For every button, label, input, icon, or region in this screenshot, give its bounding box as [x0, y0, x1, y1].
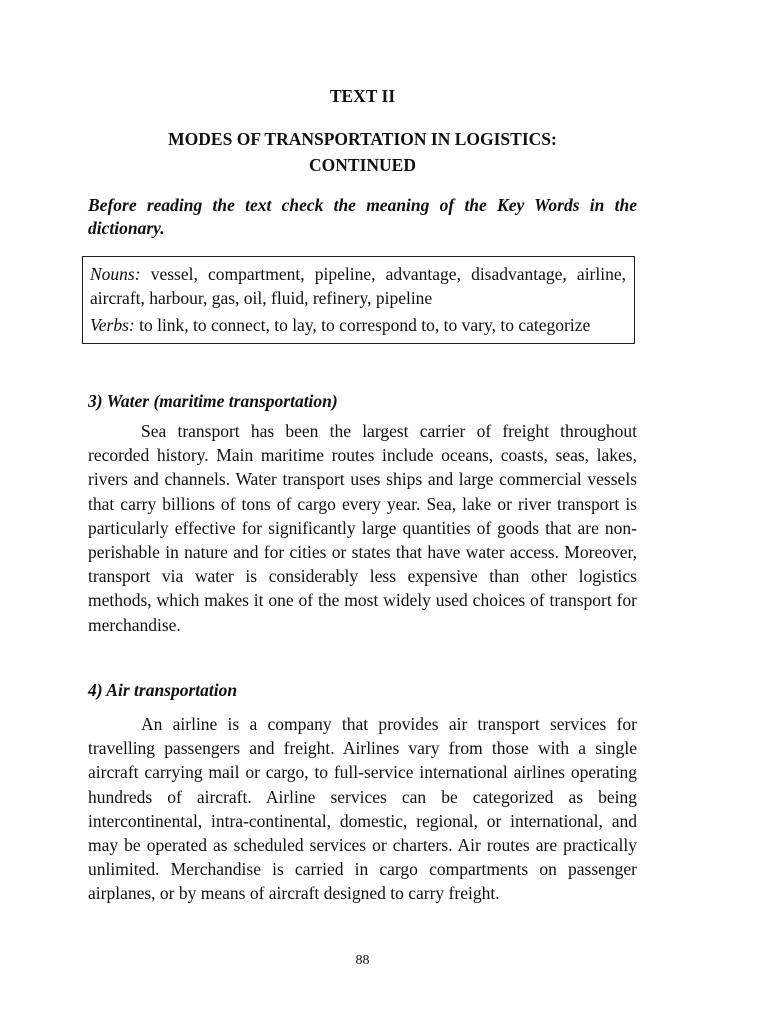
nouns-label: Nouns:: [90, 264, 141, 284]
nouns-entry: [90, 263, 626, 310]
page-subtitle: [88, 126, 637, 178]
section-text-water: Sea transport has been the largest carrier of freight throughout recorded history. Main maritime routes include oceans, coasts, seas, lakes, rivers and channels. Water transport uses ships and large commercial vessels that carry billions of tons of cargo every year. Sea, lake or river transport is particularly effective for significantly large quantities of goods that are non-perishable in nature and for cities or states that have water access. Moreover, transport via water is considerably less expensive than other logistics methods, which makes it one of the most widely used choices of transport for merchandise.: [88, 421, 637, 635]
page-title: TEXT II: [329, 86, 396, 106]
section-heading-water: 3) Water (maritime transportation): [88, 391, 338, 411]
page-number: 88: [355, 953, 370, 968]
reading-instructions: Before reading the text check the meaning of the Key Words in the dictionary.: [88, 195, 637, 238]
verbs-list: to link, to connect, to lay, to correspond to, to vary, to categorize: [139, 315, 591, 335]
key-words-box: [82, 256, 635, 344]
verbs-entry: [90, 314, 626, 338]
subtitle-line-1: MODES OF TRANSPORTATION IN LOGISTICS:: [168, 129, 557, 149]
verbs-label: Verbs:: [90, 315, 135, 335]
section-heading-air: 4) Air transportation: [88, 680, 238, 700]
nouns-list: vessel, compartment, pipeline, advantage, disadvantage, airline, aircraft, harbour, gas, oil, fluid, refinery, pipeline: [90, 264, 626, 308]
subtitle-line-2: CONTINUED: [309, 155, 416, 175]
section-text-air: An airline is a company that provides air transport services for travelling passengers and freight. Airlines vary from those with a single aircraft carrying mail or cargo, to full-service international airlines operating hundreds of aircraft. Airline services can be categorized as being intercontinental, intra-continental, domestic, regional, or international, and may be operated as scheduled services or charters. Air routes are practically unlimited. Merchandise is carried in cargo compartments on passenger airplanes, or by means of aircraft designed to carry freight.: [88, 714, 637, 904]
